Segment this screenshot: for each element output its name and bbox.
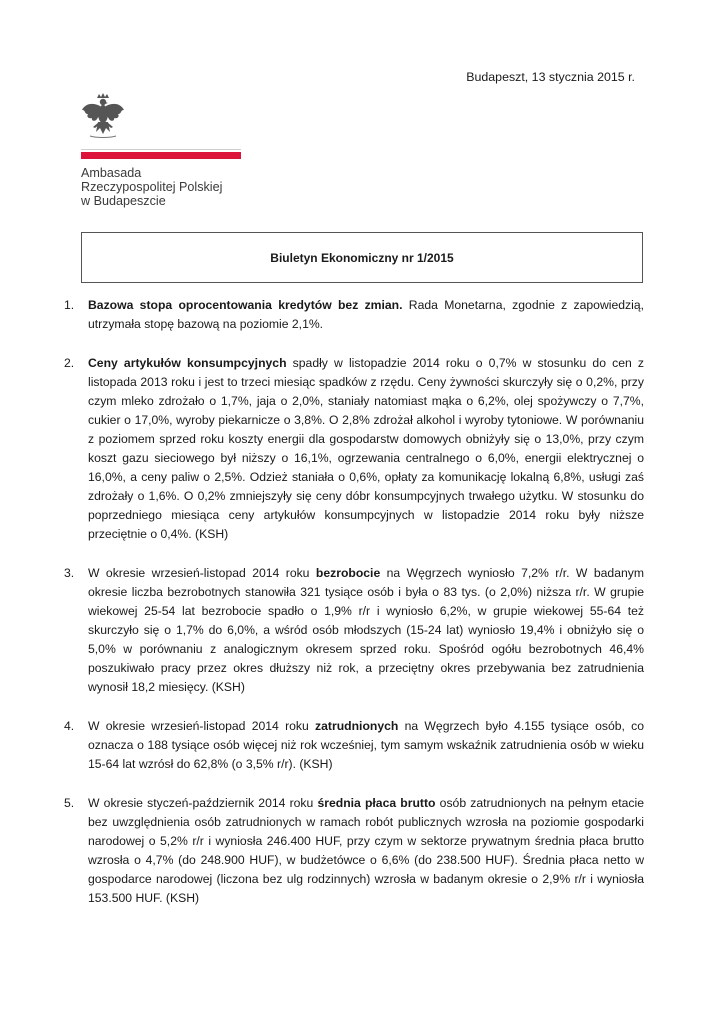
item-heading: bezrobocie — [315, 566, 381, 580]
document-date: Budapeszt, 13 stycznia 2015 r. — [466, 70, 635, 84]
embassy-line-2: Rzeczypospolitej Polskiej — [81, 180, 223, 194]
list-item — [64, 794, 644, 908]
item-text: spadły w listopadzie 2014 roku o 0,7% w stosunku do cen z listopada 2013 roku i jest to trzeci miesiąc spadków z rzędu. Ceny żywności skurczyły się o 0,2%, przy czym mleko zdrożało o 1,7%, jaja o 2,0%, staniały natomiast mąka o 6,2%, olej spożywczy o 7,7%, cukier o 17,0%, wyroby piekarnicze o 3,8%. O 2,8% zdrożał alkohol i wyroby tytoniowe. W porównaniu z poziomem sprzed roku koszty energii dla gospodarstw domowych obniżyły się o 13,0%, przy czym koszt gazu sieciowego był niższy o 16,1%, ogrzewania centralnego o 6,0%, energii elektrycznej o 16,0%, a ceny paliw o 2,5%. Odzież staniała o 0,6%, opłaty za komunikację lokalną 6,8%, usługi zaś zdrożały o 1,6%. O 0,2% zmniejszyły się ceny dóbr konsumpcyjnych trwałego użytku. W stosunku do poprzedniego miesiąca ceny artykułów konsumpcyjnych w listopadzie 2014 roku były niższe przeciętnie o 0,4%. (KSH) — [88, 356, 645, 541]
item-text: na Węgrzech było 4.155 tysiące osób, co oznacza o 188 tysiące osób więcej niż rok wcześniej, tym samym wskaźnik zatrudnienia osób w wieku 15-64 lat wzrósł do 62,8% (o 3,5% r/r). (KSH) — [88, 719, 645, 771]
embassy-name — [81, 166, 222, 208]
item-heading: średnia płaca brutto — [317, 796, 436, 810]
item-number: 4. — [64, 719, 75, 733]
item-text: na Węgrzech wyniosło 7,2% r/r. W badanym okresie liczba bezrobotnych stanowiła 321 tysiące osób i była o 83 tys. (o 2,0%) niższa r/r. W grupie wiekowej 25-54 lat bezrobocie spadło o 1,9% r/r i wyniosło 6,2%, w grupie wiekowej 55-64 też skurczyło się o 1,7% do 6,0%, a wśród osób młodszych (15-24 lat) wyniosło 19,4% i obniżyło się o 5,0% w porównaniu z analogicznym okresem sprzed roku. Spośród ogółu bezrobotnych 46,4% poszukiwało pracy przez okres dłuższy niż rok, a przeciętny okres przebywania bez zatrudnienia wynosił 18,2 miesięcy. (KSH) — [88, 566, 644, 694]
item-intro: W okresie styczeń-październik 2014 roku — [88, 796, 318, 810]
item-intro: W okresie wrzesień-listopad 2014 roku — [88, 719, 316, 733]
embassy-line-1: Ambasada — [81, 166, 142, 180]
item-text: Rada Monetarna, zgodnie z zapowiedzią, utrzymała stopę bazową na poziomie 2,1%. — [88, 298, 644, 331]
item-number: 1. — [64, 298, 75, 312]
polish-eagle-emblem-icon — [80, 92, 126, 140]
list-item — [64, 354, 644, 544]
header-divider — [81, 149, 241, 150]
item-number: 5. — [64, 796, 75, 810]
bulletin-title: Biuletyn Ekonomiczny nr 1/2015 — [270, 250, 454, 265]
item-number: 3. — [64, 566, 75, 580]
list-item — [64, 717, 644, 774]
item-number: 2. — [64, 356, 75, 370]
item-text: osób zatrudnionych na pełnym etacie bez uwzględnienia osób zatrudnionych w ramach robót publicznych wzrosła na poziomie gospodarki narodowej o 5,2% r/r i wyniosła 246.400 HUF, przy czym w sektorze prywatnym średnia płaca brutto wzrosła o 4,7% (do 248.900 HUF), w budżetówce o 6,6% (do 238.500 HUF). Średnia płaca netto w gospodarce narodowej (liczona bez ulg rodzinnych) wzrosła w badanym okresie o 2,9% r/r i wyniosła 153.500 HUF. (KSH) — [88, 796, 644, 905]
item-heading: zatrudnionych — [315, 719, 399, 733]
item-heading: Ceny artykułów konsumpcyjnych — [88, 356, 287, 370]
list-item — [64, 564, 644, 697]
bulletin-items — [64, 296, 644, 928]
bulletin-title-box — [81, 232, 643, 283]
list-item — [64, 296, 644, 334]
item-intro: W okresie wrzesień-listopad 2014 roku — [88, 566, 316, 580]
header-red-band — [81, 152, 241, 159]
item-heading: Bazowa stopa oprocentowania kredytów bez zmian. — [88, 298, 403, 312]
embassy-line-3: w Budapeszcie — [81, 194, 166, 208]
